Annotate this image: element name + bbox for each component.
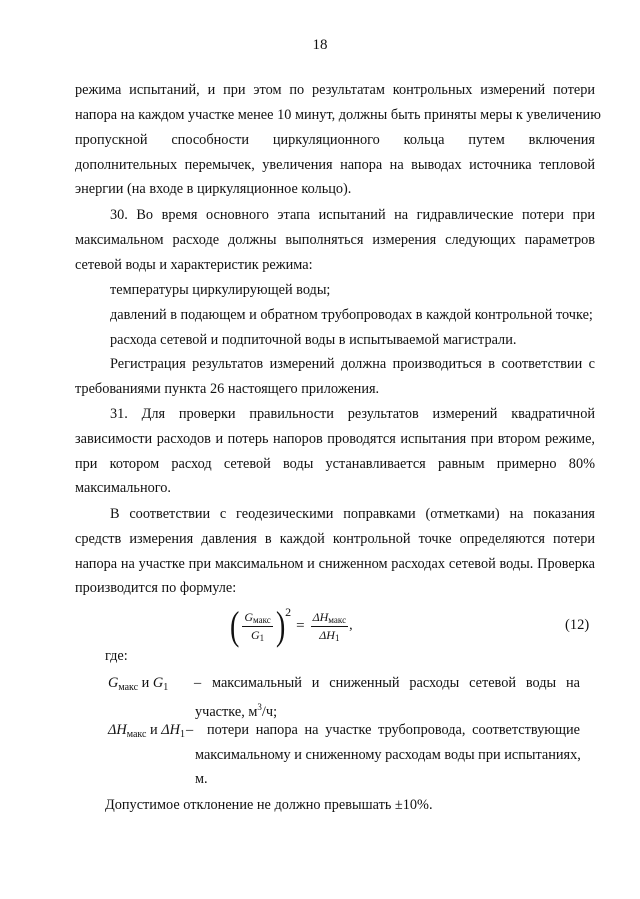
list-item: давлений в подающем и обратном трубопроводах в каждой контрольной точке; — [110, 307, 593, 323]
text-line: режима испытаний, и при этом по результатам контрольных измерений потери — [75, 82, 595, 98]
exponent: 2 — [285, 604, 292, 619]
flow-ratio-fraction: $\frac{G_{макс}}{G_1}$ — [244, 609, 271, 643]
text-line: напора на участке при максимальном и сниженном расходах сетевой воды. Проверка — [75, 556, 595, 572]
formula-12: ( $\frac{G_{макс}}{G_1}$ ) 2 = $\frac{\Delta H_{макс}}{\Delta H_1}$ , — [229, 603, 353, 648]
definition-term: $G_{макс}$ и $G_1$ — [108, 675, 169, 693]
paragraph-31-start: 31. Для проверки правильности результатов измерений квадратичной — [110, 406, 595, 422]
text-line: максимального. — [75, 480, 171, 496]
definition-text: максимальный и сниженный расходы сетевой воды на — [212, 675, 580, 691]
definition-text: участке, $м^3/ч$; — [195, 702, 278, 720]
page-number: 18 — [312, 37, 328, 53]
tolerance-note: Допустимое отклонение не должно превышать ±10%. — [105, 797, 433, 813]
text-line: энергии (на входе в циркуляционное кольцо). — [75, 181, 352, 197]
paragraph-30-start: 30. Во время основного этапа испытаний на гидравлические потери при — [110, 207, 595, 223]
text-line: дополнительных перемычек, увеличения напора на выводах источника тепловой — [75, 157, 595, 173]
text-line: зависимости расходов и потерь напоров проводятся испытания при втором режиме, — [75, 431, 595, 447]
text-line: сетевой воды и характеристик режима: — [75, 257, 313, 273]
definition-text: м. — [195, 771, 208, 787]
text-line: при котором расход сетевой воды устанавливается равным примерно 80% — [75, 456, 595, 472]
text-line: В соответствии с геодезическими поправками (отметками) на показания — [110, 506, 595, 522]
definition-dash: – — [186, 722, 194, 738]
text-line: Регистрация результатов измерений должна производиться в соответствии с — [110, 356, 595, 372]
left-paren: ( — [229, 603, 240, 648]
text-line: максимальном расходе должны выполняться измерения следующих параметров — [75, 232, 595, 248]
equation-number: (12) — [565, 617, 590, 633]
text-line: средств измерения давления в каждой контрольной точке определяются потери — [75, 531, 595, 547]
text-line: требованиями пункта 26 настоящего приложения. — [75, 381, 380, 397]
equals-sign: = — [296, 617, 305, 634]
where-label: где: — [105, 648, 128, 664]
text-line: пропускной способности циркуляционного кольца путем включения — [75, 132, 595, 148]
head-loss-ratio-fraction: $\frac{\Delta H_{макс}}{\Delta H_1}$ — [312, 609, 347, 643]
list-item: расхода сетевой и подпиточной воды в испытываемой магистрали. — [110, 332, 517, 348]
list-item: температуры циркулирующей воды; — [110, 282, 331, 298]
definition-text: потери напора на участке трубопровода, соответствующие — [207, 722, 580, 738]
text-line: производится по формуле: — [75, 580, 237, 596]
right-paren: ) — [275, 603, 286, 648]
definition-dash: – — [194, 675, 202, 691]
definition-term: $\Delta H_{макс}$ и $\Delta H_1$ — [108, 722, 185, 740]
definition-text: максимальному и сниженному расходам воды при испытаниях, — [195, 747, 581, 763]
text-line: напора на каждом участке менее 10 минут, должны быть приняты меры к увеличению — [75, 107, 601, 123]
